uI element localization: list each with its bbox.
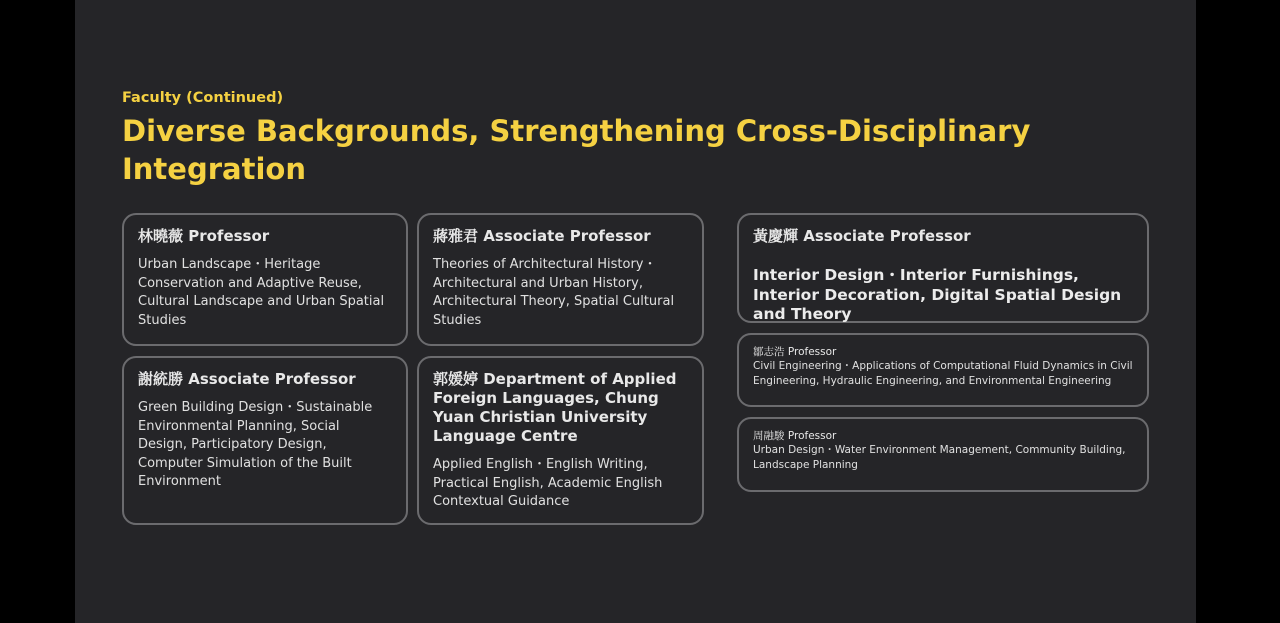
- faculty-name: 謝統勝 Associate Professor: [138, 370, 356, 388]
- section-eyebrow: Faculty (Continued): [122, 90, 284, 106]
- faculty-card: [122, 356, 408, 525]
- faculty-card: [417, 356, 704, 525]
- faculty-specialty: Urban Landscape・Heritage Conservation and Adaptive Reuse, Cultural Landscape and Urban Spatial Studies: [138, 257, 385, 328]
- faculty-card: [737, 333, 1149, 407]
- faculty-name: 黃慶輝 Associate Professor: [753, 227, 971, 245]
- faculty-name: 林曉薇 Professor: [138, 227, 270, 245]
- faculty-name: 鄒志浩 Professor: [753, 346, 837, 358]
- slide: [75, 0, 1196, 623]
- faculty-specialty: Civil Engineering・Applications of Computational Fluid Dynamics in Civil Engineering, Hydraulic Engineering, and Environmental Engineering: [753, 360, 1133, 387]
- faculty-specialty: Urban Design・Water Environment Management, Community Building, Landscape Planning: [753, 444, 1126, 471]
- faculty-name: 周融駿 Professor: [753, 430, 837, 442]
- faculty-specialty: Theories of Architectural History・Architectural and Urban History, Architectural Theory, Spatial Cultural Studies: [433, 257, 675, 328]
- faculty-specialty: Applied English・English Writing, Practical English, Academic English Contextual Guidance: [433, 457, 663, 509]
- faculty-card: [737, 417, 1149, 492]
- faculty-specialty: Interior Design・Interior Furnishings, Interior Decoration, Digital Spatial Design and Theory: [753, 266, 1122, 323]
- faculty-specialty: Green Building Design・Sustainable Environmental Planning, Social Design, Participatory Design, Computer Simulation of the Built Environment: [138, 400, 373, 489]
- page-title: Diverse Backgrounds, Strengthening Cross-Disciplinary Integration: [122, 114, 1031, 186]
- faculty-card: [737, 213, 1149, 323]
- faculty-card: [417, 213, 704, 346]
- faculty-card: [122, 213, 408, 346]
- faculty-name: 蔣雅君 Associate Professor: [433, 227, 651, 245]
- faculty-name: 郭媛婷 Department of Applied Foreign Languages, Chung Yuan Christian University Language Centre: [433, 370, 677, 445]
